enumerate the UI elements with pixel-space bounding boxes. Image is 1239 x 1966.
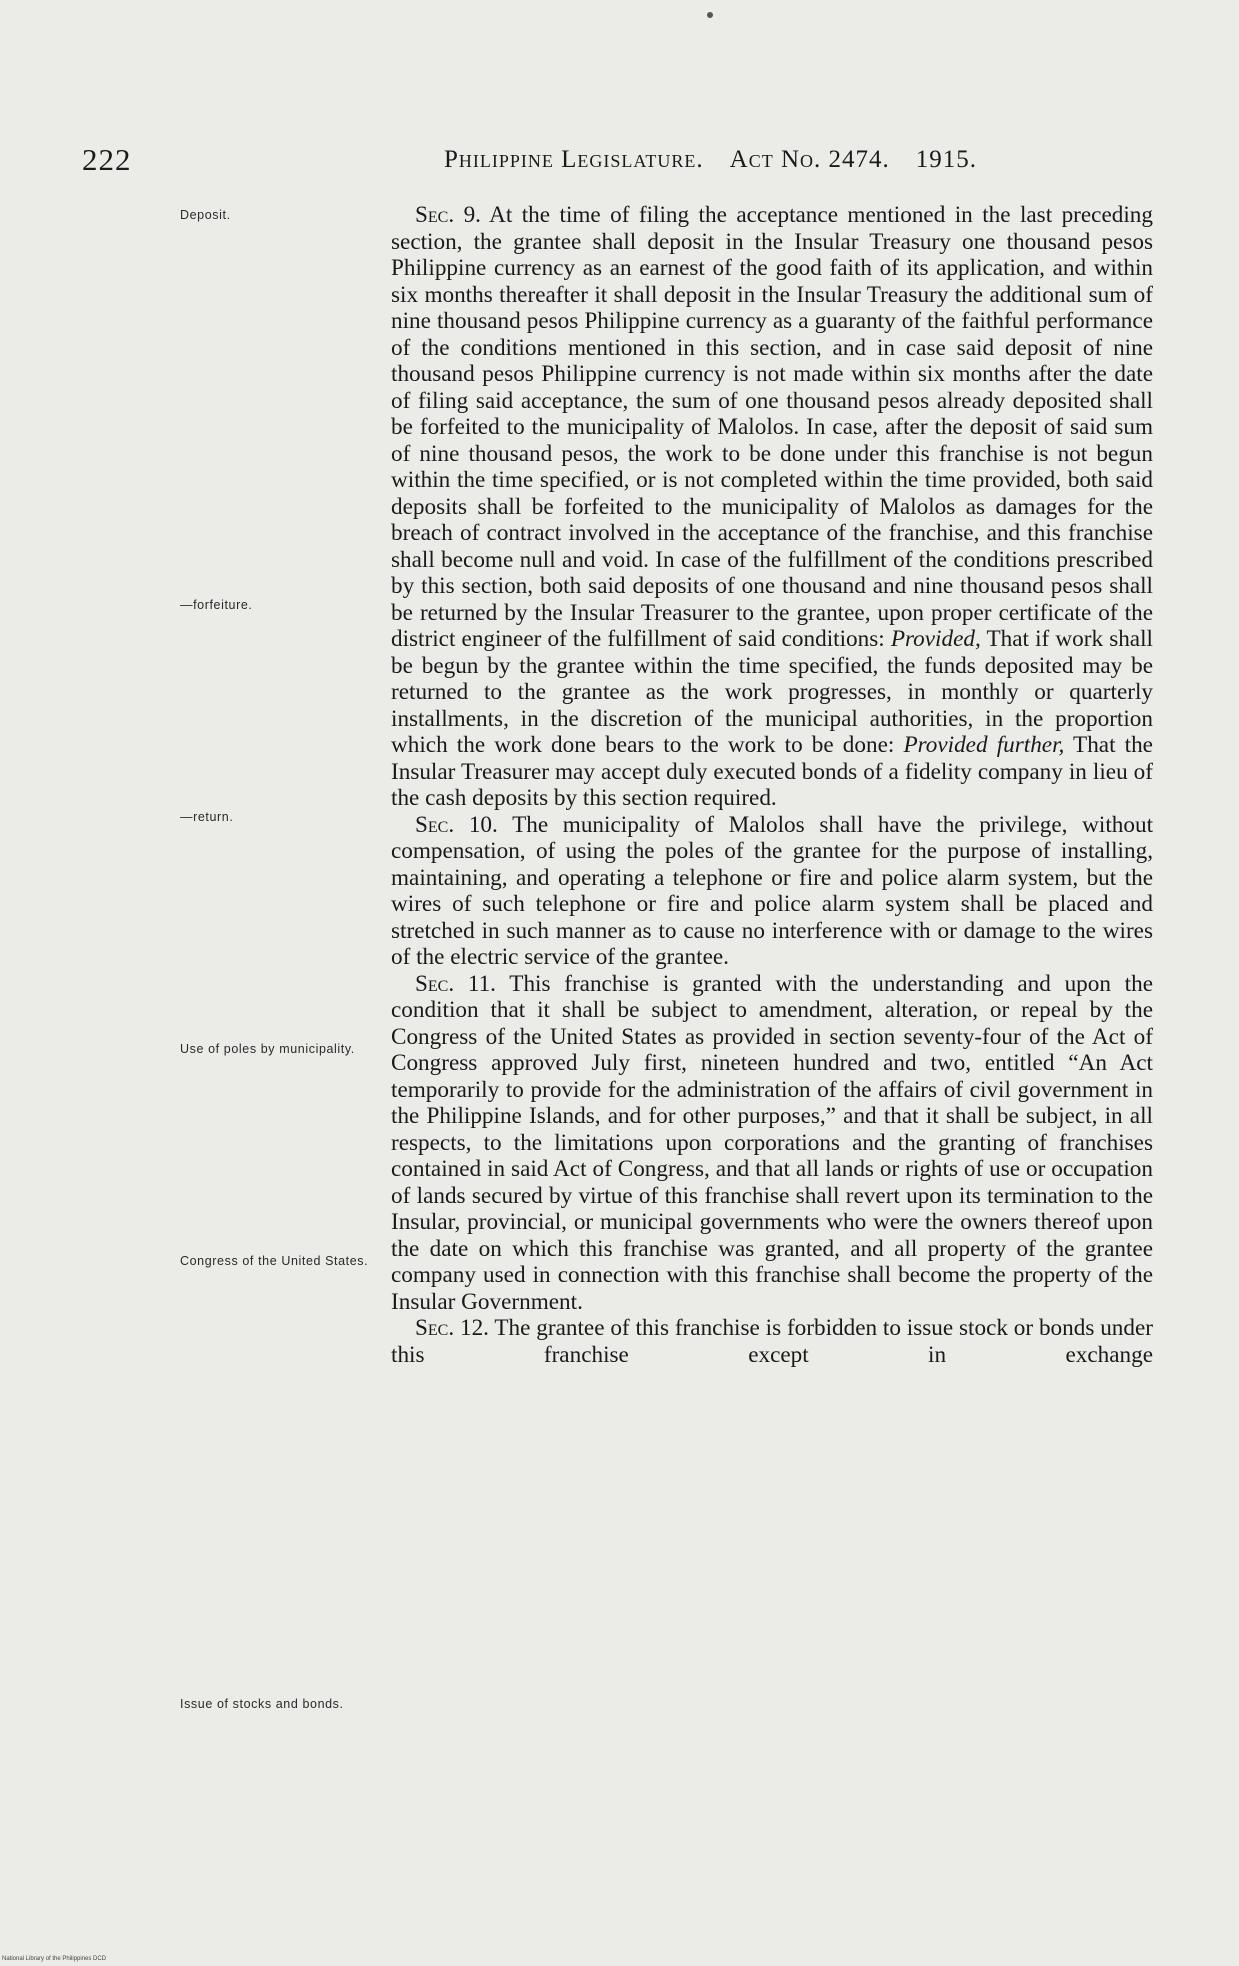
margin-note-poles: Use of poles by municipality. bbox=[180, 1042, 355, 1056]
body-text bbox=[391, 202, 1153, 1368]
ink-speck bbox=[707, 12, 713, 18]
running-head-act: Act No. 2474. bbox=[729, 146, 890, 173]
provided-italic: Provided, bbox=[890, 626, 981, 652]
margin-note-deposit: Deposit. bbox=[180, 208, 231, 222]
page-number: 222 bbox=[82, 142, 132, 177]
section-11 bbox=[391, 971, 1153, 1316]
running-head-year: 1915. bbox=[915, 146, 978, 173]
margin-note-return: —return. bbox=[180, 810, 234, 824]
section-9 bbox=[391, 202, 1153, 812]
section-12 bbox=[391, 1315, 1153, 1368]
section-9-part2: That if work shall be begun by the grantee within the time specified, the funds deposited may be returned to the grantee as the work progresses, in monthly or quarterly installments, in the discretion of the municipal authorities, in the proportion which the work done bears to the work to be done: bbox=[391, 626, 1153, 758]
provided-further-italic: Provided further, bbox=[903, 732, 1065, 758]
section-9-label: Sec. 9. bbox=[415, 202, 481, 228]
section-12-text: The grantee of this franchise is forbidden to issue stock or bonds under this franchise except in exchange bbox=[391, 1315, 1153, 1368]
running-head-title: Philippine Legislature. bbox=[444, 146, 704, 173]
margin-note-forfeiture: —forfeiture. bbox=[180, 598, 253, 612]
margin-note-stocks: Issue of stocks and bonds. bbox=[180, 1697, 344, 1711]
margin-note-congress: Congress of the United States. bbox=[180, 1254, 369, 1268]
section-10-text: The municipality of Malolos shall have the privilege, without compensation, of using the poles of the grantee for the purpose of installing, maintaining, and operating a telephone or fire and police alarm system, but the wires of such telephone or fire and police alarm system shall be placed and stretched in such manner as to cause no interference with or damage to the wires of the electric service of the grantee. bbox=[391, 811, 1154, 970]
section-10 bbox=[391, 812, 1153, 971]
section-9-part1: At the time of filing the acceptance mentioned in the last preceding section, the grantee shall deposit in the Insular Treasury one thousand pesos Philippine currency as an earnest of the good faith of its application, and within six months thereafter it shall deposit in the Insular Treasury the additional sum of nine thousand pesos Philippine currency as a guaranty of the faithful performance of the conditions mentioned in this section, and in case said deposit of nine thousand pesos Philippine currency is not made within six months after the date of filing said acceptance, the sum of one thousand pesos already deposited shall be forfeited to the municipality of Malolos. In case, after the deposit of said sum of nine thousand pesos, the work to be done under this franchise is not begun within the time specified, or is not completed within the time provided, both said deposits shall be forfeited to the municipality of Malolos as damages for the breach of contract involved in the acceptance of the franchise, and this franchise shall become null and void. In case of the fulfillment of the conditions prescribed by this section, both said deposits of one thousand and nine thousand pesos shall be returned by the Insular Treasurer to the grantee, upon proper certificate of the district engineer of the fulfillment of said conditions: bbox=[391, 202, 1153, 652]
running-head bbox=[444, 146, 977, 174]
section-10-label: Sec. 10. bbox=[415, 811, 498, 838]
library-footer: National Library of the Philippines DCD bbox=[2, 1956, 107, 1962]
section-9-part3: That the Insular Treasurer may accept duly executed bonds of a fidelity company in lieu of the cash deposits by this section required. bbox=[391, 732, 1153, 811]
section-11-label: Sec. 11. bbox=[415, 970, 496, 997]
section-11-text: This franchise is granted with the understanding and upon the condition that it shall be subject to amendment, alteration, or repeal by the Congress of the United States as provided in section seventy-four of the Act of Congress approved July first, nineteen hundred and two, entitled “An Act temporarily to provide for the administration of the affairs of civil government in the Philippine Islands, and for other purposes,” and that it shall be subject, in all respects, to the limitations upon corporations and the granting of franchises contained in said Act of Congress, and that all lands or rights of use or occupation of lands secured by virtue of this franchise shall revert upon its termination to the Insular, provincial, or municipal governments who were the owners thereof upon the date on which this franchise was granted, and all property of the grantee company used in connection with this franchise shall become the property of the Insular Government. bbox=[391, 970, 1153, 1315]
section-12-label: Sec. 12. bbox=[415, 1315, 489, 1341]
